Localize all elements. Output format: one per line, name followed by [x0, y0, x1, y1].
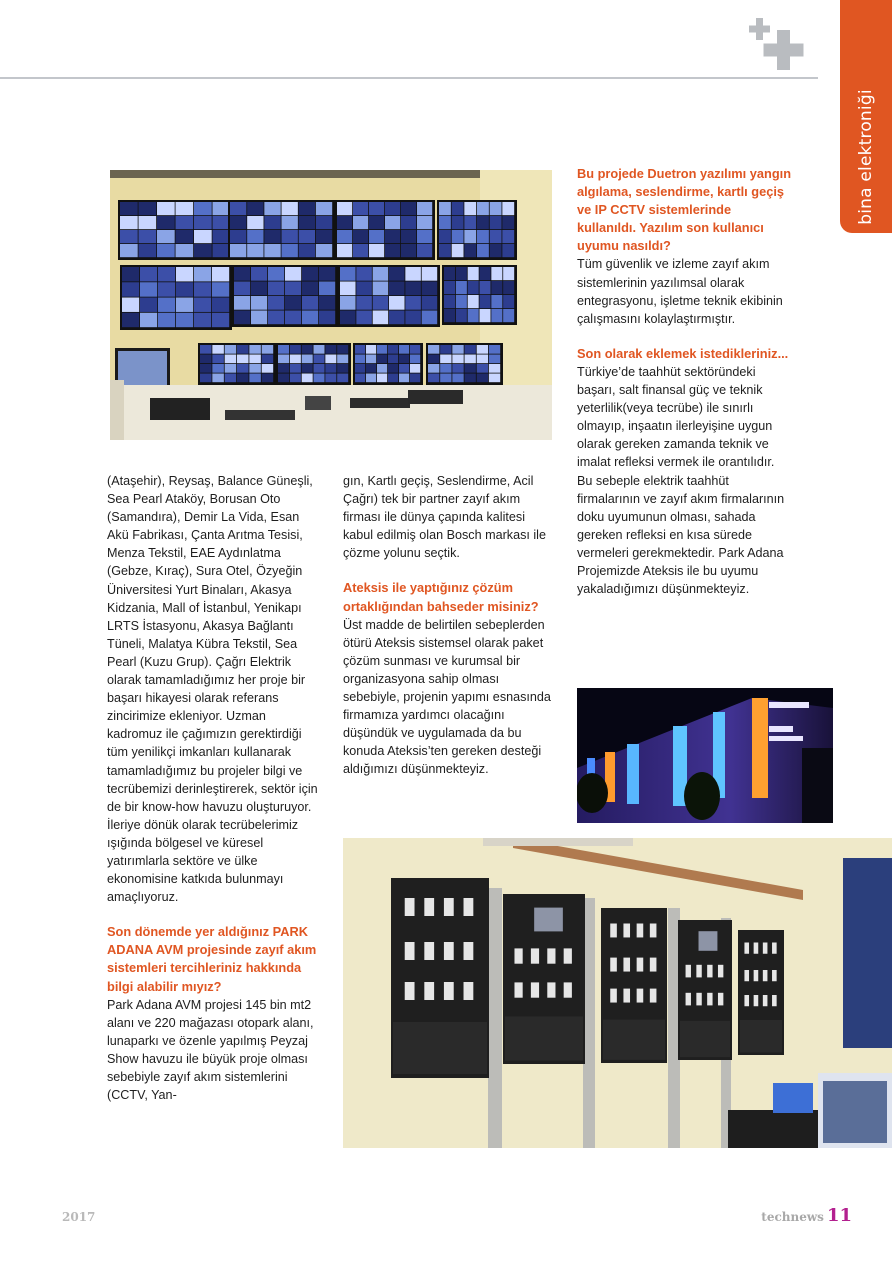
interview-answer: Üst madde de belirtilen sebeplerden ötürü Ateksis sistemsel olarak paket çözüm sunması ve kurumsal bir organizasyona sahip olması sebebiyle, projenin yapımı esnasında firmamıza yardımcı olacağını düşündük ve uygulamada da bu konuda Ateksis’ten gereken desteği aldığımızı düşünmekteyiz. [343, 617, 551, 777]
interview-question: Bu projede Duetron yazılımı yangın algılama, seslendirme, kartlı geçiş ve IP CCTV sistemlerinde kullanıldı. Yazılım son kullanıcı uyumu nasıldı? [577, 166, 792, 254]
page-number: 11 [826, 1205, 852, 1226]
section-tab [840, 0, 892, 233]
article-column-2 [343, 472, 558, 779]
interview-answer: Türkiye’de taahhüt sektöründeki başarı, salt finansal güç ve teknik yeterlilik(veya tecrübe) ile sınırlı olmayıp, inşaatın ilerleyişine uygun olarak gereken zamanda teknik ve imalat refleksi vermek ile orantılıdır. [577, 364, 775, 470]
magazine-name: technews [761, 1210, 824, 1224]
article-column-3 [577, 165, 792, 598]
interview-answer: Bu sebeple elektrik taahhüt firmalarının ve zayıf akım firmalarının doku uyumunun olması, sahada gereken refleksi en kısa sürede vermeleri gerekmektedir. Park Adana Projemizde Ateksis ile bu uyumu yakaladığımızı düşünmekteyiz. [577, 473, 785, 597]
header-rule [0, 77, 818, 79]
body-paragraph: İleriye dönük olarak tecrübelerimiz ışığında bölgesel ve küresel yatırımlarla sektöre ve ülke ekonomisine katkıda bulunmayı amaçlıyoruz. [107, 817, 299, 905]
control-room-photo [110, 170, 552, 440]
section-tab-label: bina elektroniği [856, 88, 876, 225]
interview-answer: Park Adana AVM projesi 145 bin mt2 alanı ve 220 mağazası otopark alanı, lunaparkı ve özenle yapılmış Peyzaj Show havuzu ile büyük proje olması sebebiyle zayıf akım sistemlerini (CCTV, Yan- [107, 997, 314, 1103]
body-paragraph: gın, Kartlı geçiş, Seslendirme, Acil Çağrı) tek bir partner zayıf akım firması ile dünya çapında kalitesi kabul edilmiş olan Bosch markası ile çözme yolunu seçtik. [343, 474, 546, 561]
interview-question: Ateksis ile yaptığınız çözüm ortaklığından bahseder misiniz? [343, 580, 539, 614]
interview-question: Son olarak eklemek istedikleriniz... [577, 345, 789, 361]
plus-decoration-icon [748, 18, 814, 72]
footer-brand [761, 1205, 852, 1226]
interview-answer: Tüm güvenlik ve izleme zayıf akım sistemlerinin yazılımsal olarak entegrasyonu, işletme teknik ekibinin çalışmasını kolaylaştırmıştır. [577, 257, 783, 326]
control-panels-photo [343, 838, 892, 1148]
article-column-1 [107, 472, 319, 1104]
mall-facade-photo [577, 688, 833, 823]
interview-question: Son dönemde yer aldığınız PARK ADANA AVM projesinde zayıf akım sistemleri tercihleriniz hakkında bilgi alabilir mıyız? [107, 924, 317, 994]
footer-year: 2017 [62, 1210, 96, 1224]
body-paragraph: (Ataşehir), Reysaş, Balance Güneşli, Sea Pearl Ataköy, Borusan Oto (Samandıra), Demir La Vida, Esan Akü Fabrikası, Çanta Arıtma Tesisi, Menza Tekstil, EAE Aydınlatma (Gebze, Kıraç), Sura Otel, Özyeğin Üniversitesi Yurt Binaları, Akasya Kidzania, Mall of İstanbul, Yenikapı LRTS İstasyonu, Akasya Bağlantı Tüneli, Malatya Kübra Tekstil, Sea Pearl (Kuzu Grup). Çağrı Elektrik olarak tamamladığımız her proje bir başarı hikayesi olarak referans zincirimize ekleniyor. Uzman kadromuz ile çağımızın gerektirdiği tüm yenilikçi imkanları kullanarak tamamladığımız bu projeler bilgi ve tecrübemizi derinleştirerek, sektör için de bir know-how havuzu oluşturuyor. [107, 474, 318, 814]
